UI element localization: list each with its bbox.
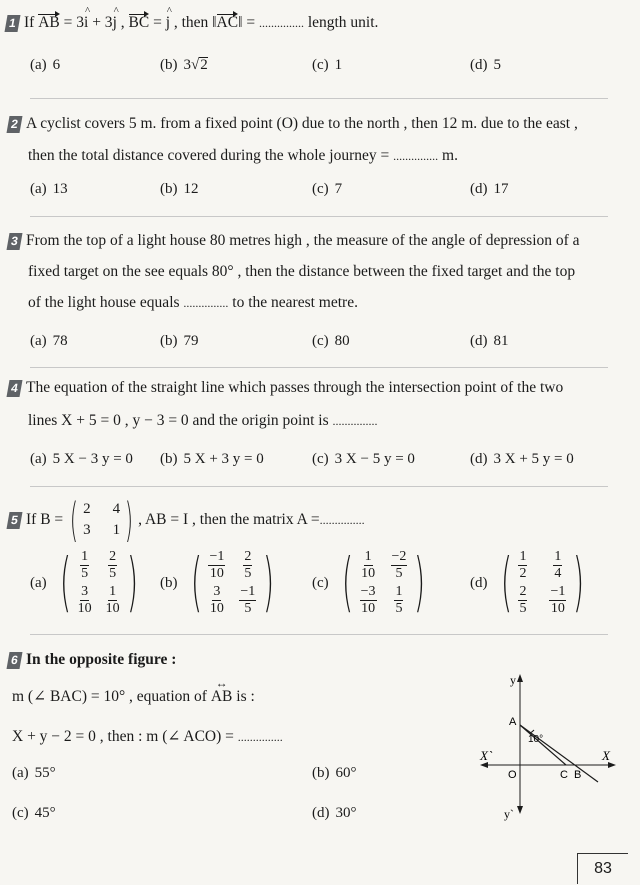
q4-choice-c[interactable]: (c) 3 X − 5 y = 0 <box>312 451 415 467</box>
q5-choice-a[interactable]: (a) ( $\frac{1}{5}$ $\frac{2}{5}$ $\frac{3}{10}$ $\frac{1}{10}$ ) <box>30 546 138 620</box>
question-3-line-3: of the light house equals ............... to the nearest metre. <box>28 294 358 311</box>
q5-choice-c[interactable]: (c) ( $\frac{1}{10}$ $\frac{-2}{5}$ $\frac{-3}{10}$ $\frac{1}{5}$ ) <box>312 546 426 620</box>
separator <box>30 216 608 217</box>
q1-choice-b[interactable]: (b) 3√2 <box>160 57 208 73</box>
label-o: O <box>508 769 517 781</box>
vector-bc: BC <box>128 14 150 31</box>
y-axis-arrow <box>517 674 523 682</box>
y-prime-arrow <box>517 806 523 814</box>
question-1-number: 1 <box>5 15 21 32</box>
matrix-b: ( 2 4 3 1 ) <box>70 493 134 547</box>
label-x-prime: X` <box>480 748 493 763</box>
answer-blank: ............... <box>393 149 439 163</box>
question-5-stem: 5 If B = ( 2 4 3 1 ) , AB = I , then the matrix A = ............... <box>8 497 365 543</box>
label-angle: 10° <box>528 734 544 745</box>
answer-blank: ............... <box>258 16 304 30</box>
q4-choice-a[interactable]: (a) 5 X − 3 y = 0 <box>30 451 133 467</box>
label-x: X <box>602 748 610 763</box>
question-4-line-2: lines X + 5 = 0 , y − 3 = 0 and the origin point is ............... <box>28 412 378 429</box>
separator <box>30 634 608 635</box>
q2-choice-b[interactable]: (b) 12 <box>160 181 199 197</box>
q4-choice-d[interactable]: (d) 3 X + 5 y = 0 <box>470 451 574 467</box>
q3-choice-d[interactable]: (d) 81 <box>470 333 509 349</box>
q6-choice-b[interactable]: (b) 60° <box>312 765 357 781</box>
question-2-line-1: 2 A cyclist covers 5 m. from a fixed point (O) due to the north , then 12 m. due to the east , <box>8 115 578 133</box>
vector-ac: AC <box>216 14 239 31</box>
separator <box>30 486 608 487</box>
separator <box>30 367 608 368</box>
question-3-line-1: 3 From the top of a light house 80 metres high , the measure of the angle of depression of a <box>8 232 580 250</box>
q2-choice-a[interactable]: (a) 13 <box>30 181 68 197</box>
q6-figure <box>480 670 620 820</box>
question-4-line-1: 4 The equation of the straight line which passes through the intersection point of the two <box>8 379 563 397</box>
vector-ab: AB <box>38 14 60 31</box>
question-6-line-2: X + y − 2 = 0 , then : m (∠ ACO) = ............... <box>12 728 283 745</box>
line-ab: ↔ AB <box>211 688 233 706</box>
answer-blank: ............... <box>332 414 378 428</box>
answer-blank: ............... <box>237 730 283 744</box>
q3-choice-b[interactable]: (b) 79 <box>160 333 199 349</box>
q6-choice-a[interactable]: (a) 55° <box>12 765 56 781</box>
separator <box>30 98 608 99</box>
question-6-heading: 6 In the opposite figure : <box>8 651 176 669</box>
q3-choice-a[interactable]: (a) 78 <box>30 333 68 349</box>
angle-arc <box>530 730 534 733</box>
question-4-number: 4 <box>7 380 23 397</box>
page-number: 83 <box>577 853 628 884</box>
question-5-number: 5 <box>7 512 23 529</box>
q2-choice-d[interactable]: (d) 17 <box>470 181 509 197</box>
q1-choice-d[interactable]: (d) 5 <box>470 57 501 73</box>
line-ac-segment <box>520 725 566 765</box>
q3-choice-c[interactable]: (c) 80 <box>312 333 350 349</box>
question-2-line-2: then the total distance covered during the whole journey = ............... m. <box>28 147 458 164</box>
label-y-prime: y` <box>504 807 514 821</box>
question-3-number: 3 <box>7 233 23 250</box>
label-c: C <box>560 769 568 781</box>
question-6-number: 6 <box>7 652 23 669</box>
q4-choice-b[interactable]: (b) 5 X + 3 y = 0 <box>160 451 264 467</box>
question-1-stem: 1 If AB = 3^ i + 3^ j , BC = ^ j , then ‖AC‖ = ............... length unit. <box>6 14 378 32</box>
q6-choice-c[interactable]: (c) 45° <box>12 805 56 821</box>
q5-choice-b[interactable]: (b) ( $\frac{-1}{10}$ $\frac{2}{5}$ $\frac{3}{10}$ $\frac{-1}{5}$ ) <box>160 546 275 620</box>
label-a: A <box>509 716 517 728</box>
question-2-number: 2 <box>7 116 23 133</box>
answer-blank: ............... <box>183 296 229 310</box>
q5-choice-d[interactable]: (d) ( $\frac{1}{2}$ $\frac{1}{4}$ $\frac{2}{5}$ $\frac{-1}{10}$ ) <box>470 546 585 620</box>
question-6-line-1: m (∠ BAC) = 10° , equation of ↔ AB is : <box>12 687 255 706</box>
q1-choice-a[interactable]: (a) 6 <box>30 57 61 73</box>
answer-blank: ............... <box>319 512 365 527</box>
q2-choice-c[interactable]: (c) 7 <box>312 181 343 197</box>
question-3-line-2: fixed target on the see equals 80° , then the distance between the fixed target and the top <box>28 263 576 280</box>
label-b: B <box>574 769 582 781</box>
q1-choice-c[interactable]: (c) 1 <box>312 57 343 73</box>
label-y: y <box>510 673 516 687</box>
q6-choice-d[interactable]: (d) 30° <box>312 805 357 821</box>
